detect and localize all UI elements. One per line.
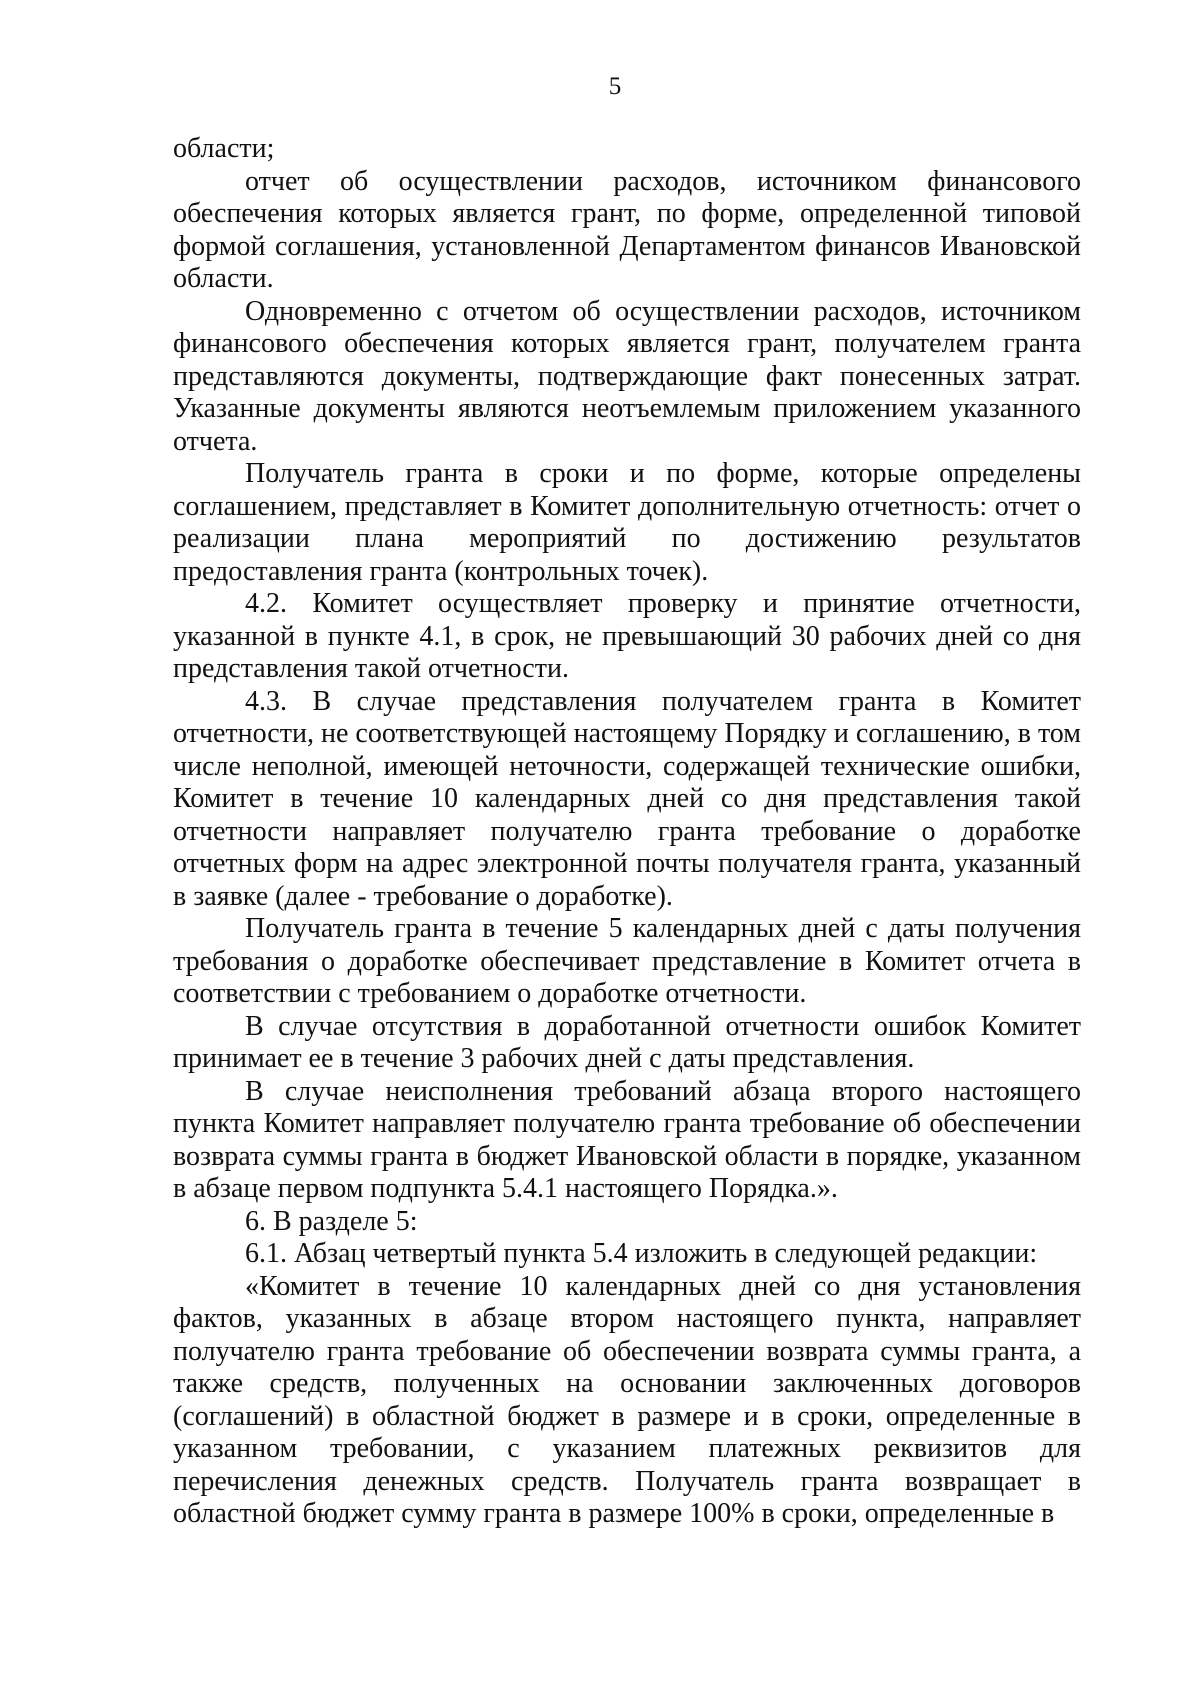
paragraph-continuation: области; xyxy=(173,133,275,164)
paragraph-additional-reporting: Получатель гранта в сроки и по форме, которые определены соглашением, представляет в Комитет дополнительную отчетность: отчет о реализации плана мероприятий по достижению результатов предоставления гранта (контрольных точек). xyxy=(173,458,1081,587)
paragraph-acceptance: В случае отсутствия в доработанной отчетности ошибок Комитет принимает ее в течение 3 рабочих дней с даты представления. xyxy=(173,1010,1081,1074)
paragraph-clause-4-3: 4.3. В случае представления получателем гранта в Комитет отчетности, не соответствующей настоящему Порядку и соглашению, в том числе неполной, имеющей неточности, содержащей технические ошибки, Комитет в течение 10 календарных дней со дня представления такой отчетности направляет получателю гранта требование о доработке отчетных форм на адрес электронной почты получателя гранта, указанный в заявке (далее - требование о доработке). xyxy=(173,685,1081,912)
paragraph-supporting-documents: Одновременно с отчетом об осуществлении расходов, источником финансового обеспечения которых является грант, получателем гранта представляются документы, подтверждающие факт понесенных затрат. Указанные документы являются неотъемлемым приложением указанного отчета. xyxy=(173,295,1081,457)
document-body xyxy=(173,133,1081,1531)
paragraph-clause-4-2: 4.2. Комитет осуществляет проверку и принятие отчетности, указанной в пункте 4.1, в срок, не превышающий 30 рабочих дней со дня представления такой отчетности. xyxy=(173,588,1081,684)
paragraph-revision-deadline: Получатель гранта в течение 5 календарных дней с даты получения требования о доработке обеспечивает представление в Комитет отчета в соответствии с требованием о доработке отчетности. xyxy=(173,913,1081,1009)
paragraph-report-expenses: отчет об осуществлении расходов, источником финансового обеспечения которых является грант, по форме, определенной типовой формой соглашения, установленной Департаментом финансов Ивановской области. xyxy=(173,165,1081,294)
page-number: 5 xyxy=(608,73,622,100)
paragraph-clause-6-1: 6.1. Абзац четвертый пункта 5.4 изложить в следующей редакции: xyxy=(245,1238,1038,1269)
paragraph-new-wording: «Комитет в течение 10 календарных дней со дня установления фактов, указанных в абзаце втором настоящего пункта, направляет получателю гранта требование об обеспечении возврата суммы гранта, а также средств, полученных на основании заключенных договоров (соглашений) в областной бюджет в размере и в сроки, определенные в указанном требовании, с указанием платежных реквизитов для перечисления денежных средств. Получатель гранта возвращает в областной бюджет сумму гранта в размере 100% в сроки, определенные в xyxy=(173,1270,1081,1529)
paragraph-section-6: 6. В разделе 5: xyxy=(245,1205,418,1237)
paragraph-non-compliance: В случае неисполнения требований абзаца второго настоящего пункта Комитет направляет получателю гранта требование об обеспечении возврата суммы гранта в бюджет Ивановской области в порядке, указанном в абзаце первом подпункта 5.4.1 настоящего Порядка.». xyxy=(173,1075,1081,1204)
